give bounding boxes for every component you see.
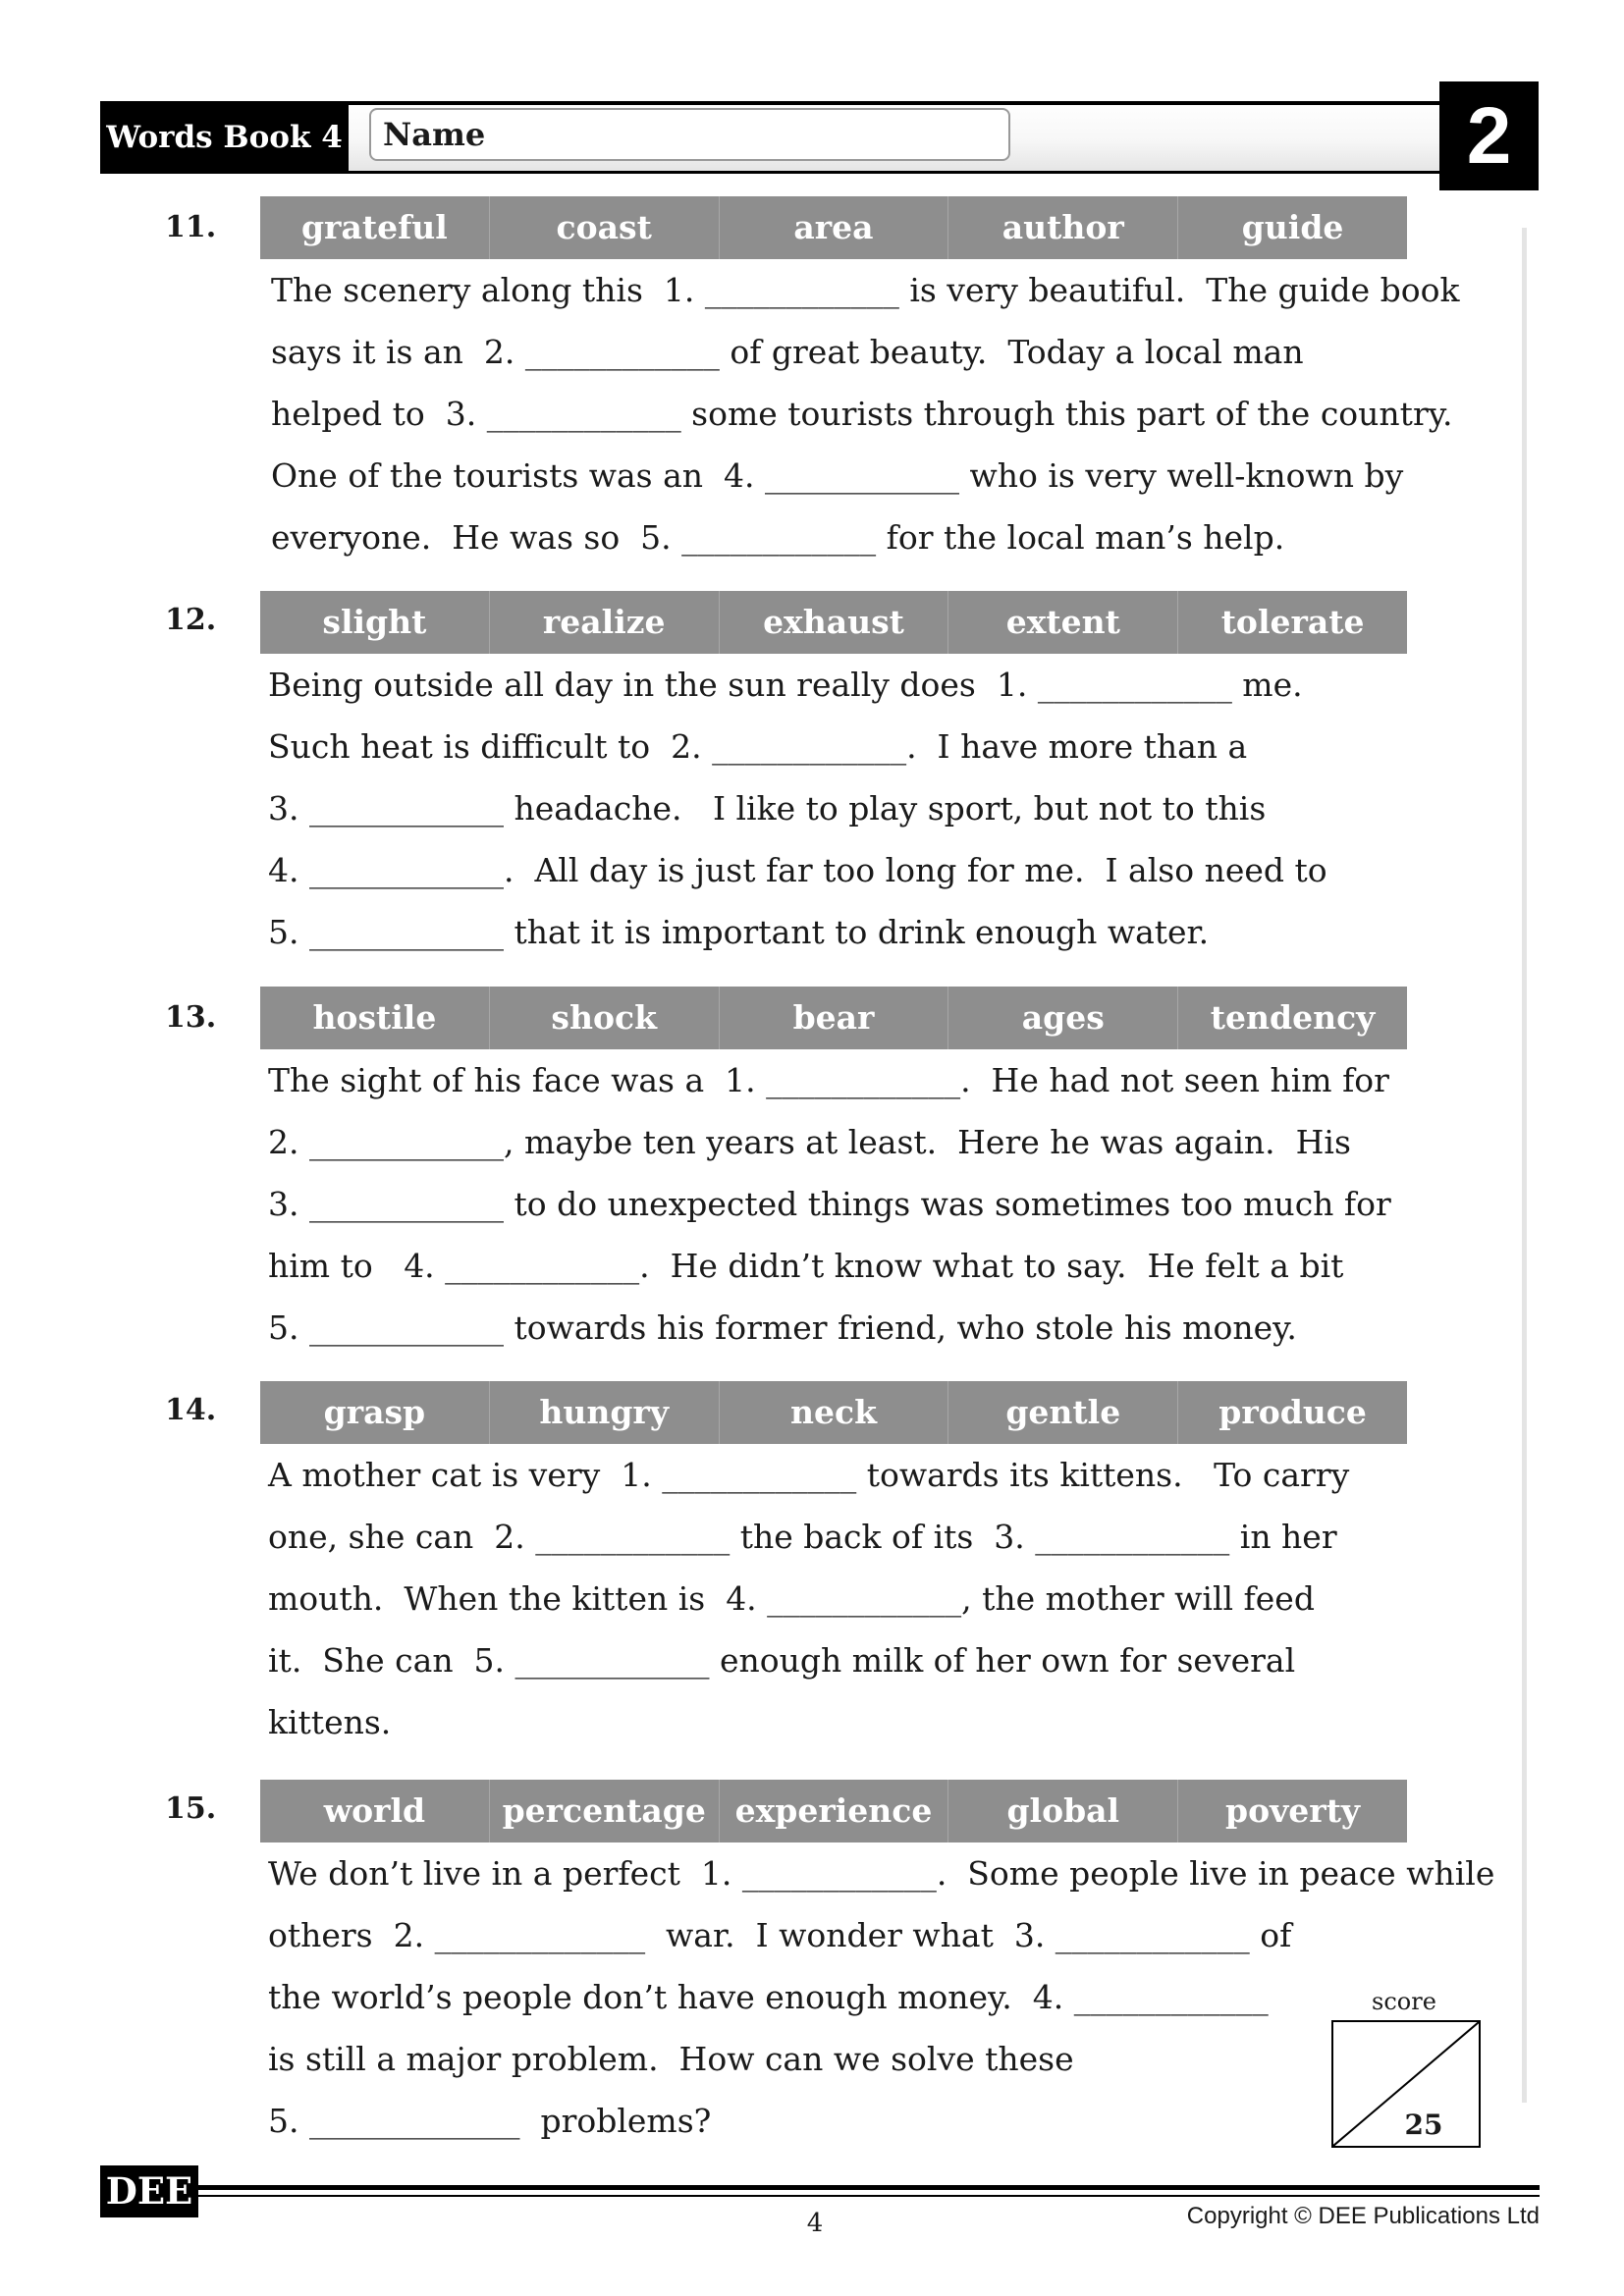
word-bank-item: guide (1241, 208, 1344, 246)
word-bank (260, 196, 1407, 259)
passage-line: 5. _____________ problems? (268, 2102, 712, 2140)
passage-line: One of the tourists was an 4. ____________ who is very well-known by (271, 456, 1404, 495)
word-bank-item: tendency (1210, 998, 1376, 1037)
passage (268, 1049, 1446, 1359)
word-bank-item: hostile (260, 987, 490, 1049)
word-bank-item: ages (948, 987, 1178, 1049)
word-bank-item: experience (720, 1780, 949, 1842)
word-bank-item: grateful (260, 196, 490, 259)
name-field[interactable]: Name (369, 108, 1010, 161)
word-bank-item: neck (720, 1381, 949, 1444)
side-rule (1522, 228, 1527, 2103)
exercise-number: 11. (165, 210, 217, 244)
word-bank-item: hungry (490, 1381, 720, 1444)
passage-line: A mother cat is very 1. ____________ towards its kittens. To carry (268, 1456, 1350, 1494)
word-bank-item: grasp (260, 1381, 490, 1444)
word-bank-item: shock (490, 987, 720, 1049)
passage-line: helped to 3. ____________ some tourists through this part of the country. (271, 395, 1453, 433)
passage-line: one, she can 2. ____________ the back of its 3. ____________ in her (268, 1518, 1337, 1556)
passage-line: 5. ____________ that it is important to drink enough water. (268, 913, 1210, 951)
exercise-number: 13. (165, 1000, 217, 1035)
passage (271, 259, 1460, 568)
passage-line: 5. ____________ towards his former friend, who stole his money. (268, 1308, 1297, 1347)
word-bank (260, 591, 1407, 654)
word-bank-item: extent (948, 591, 1178, 654)
word-bank-item: produce (1218, 1393, 1367, 1431)
passage-line: The scenery along this 1. ____________ is very beautiful. The guide book (271, 271, 1460, 309)
passage (268, 1444, 1446, 1753)
word-bank-item: slight (260, 591, 490, 654)
passage-line: We don’t live in a perfect 1. ____________. Some people live in peace while (268, 1854, 1495, 1893)
passage (268, 654, 1446, 963)
word-bank (260, 987, 1407, 1049)
passage-line: is still a major problem. How can we solve these (268, 2040, 1074, 2078)
word-bank-item: global (948, 1780, 1178, 1842)
passage-line: him to 4. ____________. He didn’t know what to say. He felt a bit (268, 1247, 1344, 1285)
footer-rule-thick (198, 2185, 1540, 2190)
word-bank (260, 1780, 1407, 1842)
copyright-text: Copyright © DEE Publications Ltd (1186, 2203, 1540, 2229)
unit-number: 2 (1439, 81, 1539, 190)
passage-line: the world’s people don’t have enough money. 4. ____________ (268, 1978, 1269, 2016)
passage-line: says it is an 2. ____________ of great beauty. Today a local man (271, 333, 1304, 371)
passage-line: 3. ____________ headache. I like to play sport, but not to this (268, 789, 1267, 828)
publisher-logo: DEE (100, 2165, 198, 2217)
passage-line: Such heat is difficult to 2. ____________. I have more than a (268, 727, 1248, 766)
exercise-number: 12. (165, 603, 217, 637)
footer-rule-thin (198, 2195, 1540, 2197)
passage-line: The sight of his face was a 1. ____________. He had not seen him for (268, 1061, 1389, 1099)
passage-line: Being outside all day in the sun really does 1. ____________ me. (268, 666, 1303, 704)
score-max: 25 (1404, 2109, 1443, 2141)
passage (268, 1842, 1495, 2152)
word-bank-item: exhaust (720, 591, 949, 654)
word-bank (260, 1381, 1407, 1444)
word-bank-item: percentage (490, 1780, 720, 1842)
word-bank-item: coast (490, 196, 720, 259)
passage-line: others 2. _____________ war. I wonder what 3. ____________ of (268, 1916, 1292, 1954)
exercise-number: 14. (165, 1393, 217, 1427)
exercise-number: 15. (165, 1791, 217, 1826)
passage-line: kittens. (268, 1703, 392, 1741)
score-label: score (1372, 1988, 1436, 2015)
passage-line: 3. ____________ to do unexpected things was sometimes too much for (268, 1185, 1391, 1223)
passage-line: mouth. When the kitten is 4. ____________, the mother will feed (268, 1579, 1315, 1618)
word-bank-item: bear (720, 987, 949, 1049)
book-label: Words Book 4 (100, 101, 349, 174)
word-bank-item: world (260, 1780, 490, 1842)
word-bank-item: author (948, 196, 1178, 259)
passage-line: everyone. He was so 5. ____________ for the local man’s help. (271, 518, 1285, 557)
page-number: 4 (806, 2209, 824, 2238)
passage-line: it. She can 5. ____________ enough milk of her own for several (268, 1641, 1296, 1680)
word-bank-item: poverty (1225, 1791, 1361, 1830)
passage-line: 4. ____________. All day is just far too long for me. I also need to (268, 851, 1327, 889)
passage-line: 2. ____________, maybe ten years at least. Here he was again. His (268, 1123, 1351, 1161)
word-bank-item: gentle (948, 1381, 1178, 1444)
word-bank-item: tolerate (1220, 603, 1365, 641)
word-bank-item: realize (490, 591, 720, 654)
word-bank-item: area (720, 196, 949, 259)
